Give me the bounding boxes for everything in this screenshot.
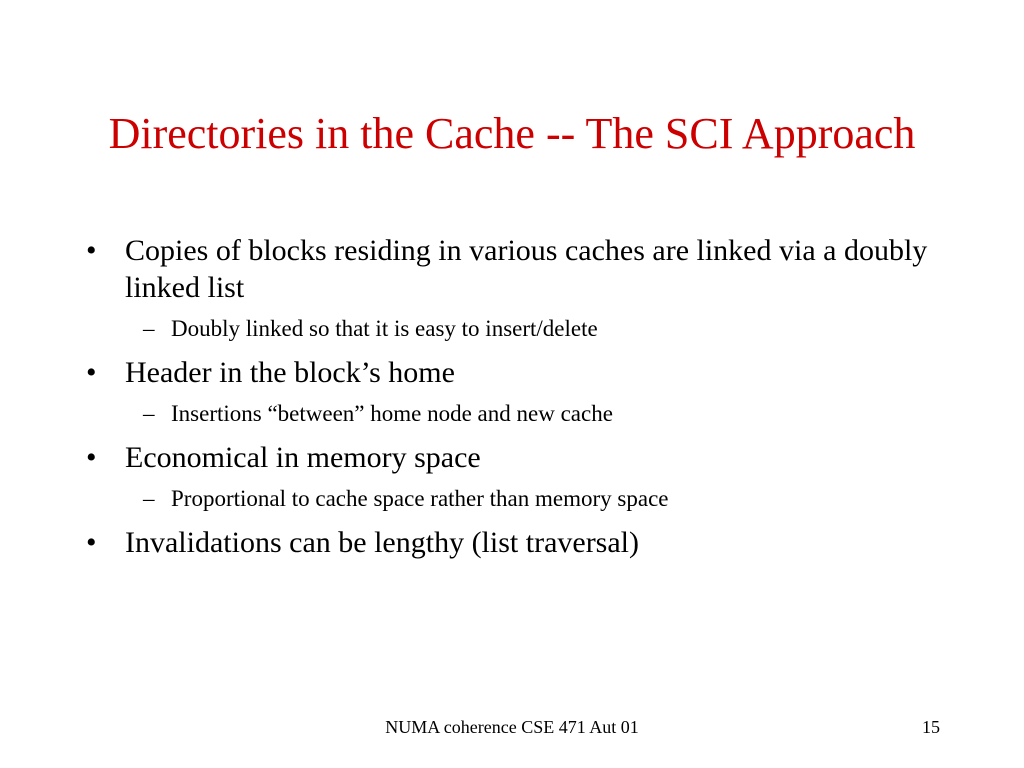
slide-footer: NUMA coherence CSE 471 Aut 01 [385,717,639,737]
sub-bullet-text: Doubly linked so that it is easy to insert/delete [171,316,598,341]
bullet-mark: • [86,526,97,559]
bullet-text: Header in the block’s home [125,356,455,389]
bullet-mark: • [86,441,97,474]
bullet-item [86,524,956,561]
sub-bullet-mark: – [143,401,155,426]
bullet-text: Economical in memory space [125,441,481,474]
sub-bullet-mark: – [143,316,155,341]
bullet-text: Invalidations can be lengthy (list traversal) [125,526,639,559]
sub-bullet-item [86,314,956,344]
sub-bullet-text: Proportional to cache space rather than memory space [171,486,669,511]
bullet-mark: • [86,234,97,267]
bullet-list [86,232,956,569]
sub-bullet-item [86,484,956,514]
sub-bullet-item [86,399,956,429]
bullet-item [86,439,956,476]
bullet-item [86,354,956,391]
bullet-mark: • [86,356,97,389]
slide-title: Directories in the Cache -- The SCI Approach [108,109,916,158]
sub-bullet-text: Insertions “between” home node and new cache [171,401,613,426]
bullet-text: Copies of blocks residing in various caches are linked via a doubly linked list [125,234,928,304]
bullet-item [86,232,956,306]
sub-bullet-mark: – [143,486,155,511]
page-number: 15 [922,717,940,737]
